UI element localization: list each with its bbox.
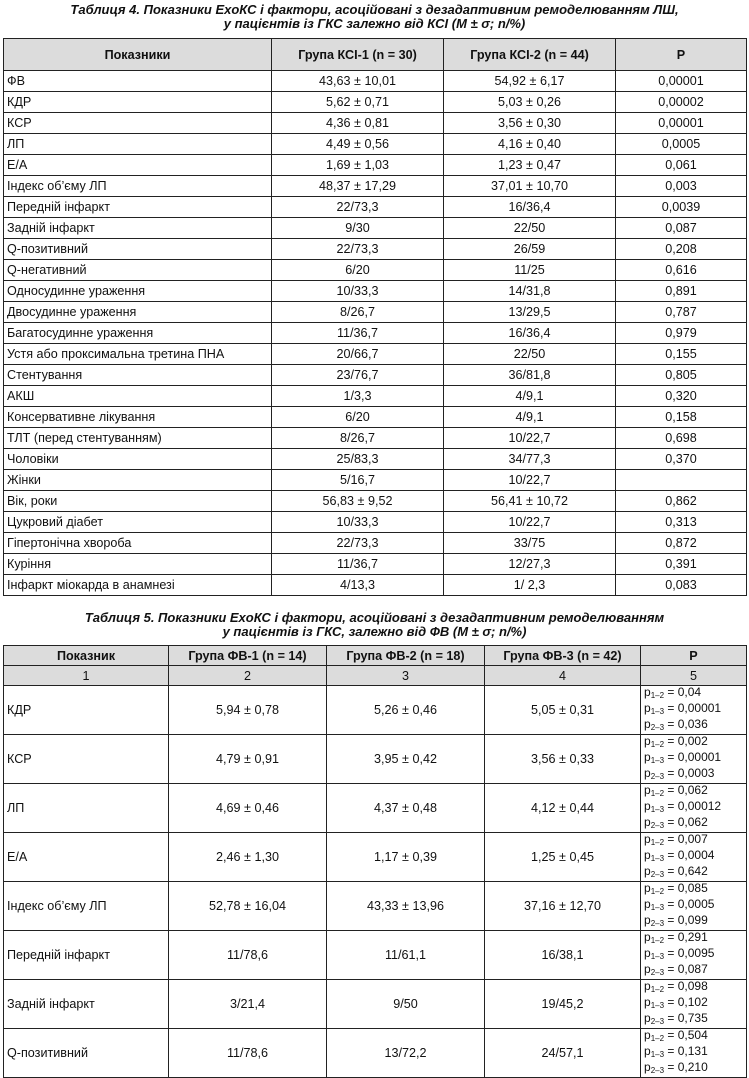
- table-row: [4, 931, 747, 980]
- p-value: = 0,099: [667, 913, 708, 927]
- row-label: Інфаркт міокарда в анамнезі: [4, 575, 272, 596]
- table4-caption-line2: у пацієнтів із ГКС залежно від КСІ (М ± σ; n/%): [223, 16, 526, 31]
- table-cell: 0,0039: [616, 197, 747, 218]
- table4-header-cell: Група КСІ-1 (n = 30): [272, 39, 444, 71]
- p-value: = 0,0095: [667, 946, 715, 960]
- table-cell: 8/26,7: [272, 302, 444, 323]
- table-cell: 26/59: [444, 239, 616, 260]
- table-cell: 0,979: [616, 323, 747, 344]
- row-label: Задній інфаркт: [4, 980, 169, 1029]
- table-cell: 3/21,4: [169, 980, 327, 1029]
- table-cell: 43,63 ± 10,01: [272, 71, 444, 92]
- table-cell: 4,12 ± 0,44: [485, 784, 641, 833]
- table-row: [4, 449, 747, 470]
- p-value: = 0,0005: [667, 897, 715, 911]
- p-subscript: 2–3: [650, 1017, 665, 1026]
- table-row: [4, 281, 747, 302]
- table-cell: 43,33 ± 13,96: [327, 882, 485, 931]
- table-cell: 56,83 ± 9,52: [272, 491, 444, 512]
- p-prefix: p: [644, 832, 651, 846]
- p-prefix: p: [644, 734, 651, 748]
- table5-header-cell: Група ФВ-2 (n = 18): [327, 646, 485, 666]
- table-cell: 0,083: [616, 575, 747, 596]
- table-cell: 33/75: [444, 533, 616, 554]
- p-value: = 0,642: [667, 864, 708, 878]
- p-value-line: [644, 848, 715, 865]
- p-prefix: p: [644, 897, 651, 911]
- table-cell: 11/78,6: [169, 1029, 327, 1078]
- table-cell: 0,0005: [616, 134, 747, 155]
- row-label: Передній інфаркт: [4, 931, 169, 980]
- p-prefix: p: [644, 815, 651, 829]
- table-cell: 6/20: [272, 407, 444, 428]
- table5: [3, 645, 747, 1078]
- p-value: = 0,0004: [667, 848, 715, 862]
- table4-caption: [0, 3, 749, 31]
- table-cell: 12/27,3: [444, 554, 616, 575]
- p-value-line: [644, 734, 708, 751]
- p-values-cell: [641, 931, 747, 980]
- table-cell: 10/22,7: [444, 512, 616, 533]
- table-row: [4, 197, 747, 218]
- table-cell: 1,25 ± 0,45: [485, 833, 641, 882]
- p-value-line: [644, 799, 722, 816]
- p-values-cell: [641, 1029, 747, 1078]
- p-value-line: [644, 1011, 708, 1028]
- row-label: Жінки: [4, 470, 272, 491]
- table-row: [4, 239, 747, 260]
- row-label: Стентування: [4, 365, 272, 386]
- table-row: [4, 260, 747, 281]
- table-cell: 11/25: [444, 260, 616, 281]
- p-value: = 0,062: [667, 783, 708, 797]
- p-subscript: 1–2: [650, 887, 665, 896]
- table-row: [4, 386, 747, 407]
- p-value: = 0,002: [667, 734, 708, 748]
- table-cell: 0,208: [616, 239, 747, 260]
- p-subscript: 1–3: [650, 1001, 665, 1010]
- table-row: [4, 784, 747, 833]
- p-value: = 0,102: [667, 995, 708, 1009]
- table-row: [4, 980, 747, 1029]
- table-cell: 4/9,1: [444, 407, 616, 428]
- p-subscript: 1–3: [650, 805, 665, 814]
- table5-header-cell: Група ФВ-1 (n = 14): [169, 646, 327, 666]
- p-value: = 0,131: [667, 1044, 708, 1058]
- table-cell: 0,805: [616, 365, 747, 386]
- table4-caption-line1: Таблиця 4. Показники ExoКС і фактори, асоційовані з дезадаптивним ремоделюванням ЛШ,: [70, 2, 679, 17]
- table-cell: 0,061: [616, 155, 747, 176]
- table-cell: 0,391: [616, 554, 747, 575]
- table-row: [4, 71, 747, 92]
- p-subscript: 1–3: [650, 903, 665, 912]
- table-cell: 0,087: [616, 218, 747, 239]
- p-value-line: [644, 815, 708, 832]
- table5-header-row: [4, 646, 747, 666]
- table-cell: 0,862: [616, 491, 747, 512]
- table-cell: 10/22,7: [444, 470, 616, 491]
- p-value-line: [644, 701, 722, 718]
- p-value-line: [644, 995, 708, 1012]
- table-cell: 5,94 ± 0,78: [169, 686, 327, 735]
- table-cell: 4,36 ± 0,81: [272, 113, 444, 134]
- table-cell: 5,05 ± 0,31: [485, 686, 641, 735]
- p-value-line: [644, 1028, 708, 1045]
- table4-header-cell: Показники: [4, 39, 272, 71]
- p-value-line: [644, 832, 708, 849]
- table5-caption-line1: Таблиця 5. Показники ExoКС і фактори, асоційовані з дезадаптивним ремоделюванням: [84, 610, 665, 625]
- row-label: Q-позитивний: [4, 239, 272, 260]
- table-cell: [616, 470, 747, 491]
- p-subscript: 1–3: [650, 1050, 665, 1059]
- p-prefix: p: [644, 1011, 651, 1025]
- table-row: [4, 735, 747, 784]
- p-values-cell: [641, 735, 747, 784]
- p-subscript: 1–2: [650, 936, 665, 945]
- p-value-line: [644, 783, 708, 800]
- row-label: Цукровий діабет: [4, 512, 272, 533]
- table-cell: 4,79 ± 0,91: [169, 735, 327, 784]
- p-values-cell: [641, 833, 747, 882]
- p-value-line: [644, 685, 702, 702]
- table-row: [4, 365, 747, 386]
- table5-caption-line2: у пацієнтів із ГКС, залежно від ФВ (М ± σ; n/%): [222, 624, 527, 639]
- table-row: [4, 155, 747, 176]
- table-cell: 16/36,4: [444, 197, 616, 218]
- row-label: Двосудинне ураження: [4, 302, 272, 323]
- table-cell: 6/20: [272, 260, 444, 281]
- table-cell: 0,698: [616, 428, 747, 449]
- table-cell: 1,17 ± 0,39: [327, 833, 485, 882]
- table-cell: 9/30: [272, 218, 444, 239]
- p-subscript: 1–3: [650, 952, 665, 961]
- table-cell: 1/3,3: [272, 386, 444, 407]
- table-cell: 9/50: [327, 980, 485, 1029]
- table-cell: 10/22,7: [444, 428, 616, 449]
- table-cell: 14/31,8: [444, 281, 616, 302]
- table-cell: 0,872: [616, 533, 747, 554]
- p-subscript: 2–3: [650, 1066, 665, 1075]
- table-cell: 3,95 ± 0,42: [327, 735, 485, 784]
- p-values-cell: [641, 882, 747, 931]
- table-cell: 25/83,3: [272, 449, 444, 470]
- table-row: [4, 554, 747, 575]
- p-prefix: p: [644, 685, 651, 699]
- table-row: [4, 176, 747, 197]
- table-cell: 2,46 ± 1,30: [169, 833, 327, 882]
- table-cell: 1/ 2,3: [444, 575, 616, 596]
- table-cell: 4,37 ± 0,48: [327, 784, 485, 833]
- p-value-line: [644, 1060, 708, 1077]
- p-value: = 0,062: [667, 815, 708, 829]
- table-cell: 24/57,1: [485, 1029, 641, 1078]
- table5-body: [4, 686, 747, 1078]
- table-cell: 23/76,7: [272, 365, 444, 386]
- row-label: Індекс об’єму ЛП: [4, 882, 169, 931]
- p-values-cell: [641, 784, 747, 833]
- table-cell: 13/72,2: [327, 1029, 485, 1078]
- table-cell: 0,00001: [616, 113, 747, 134]
- p-value: = 0,085: [667, 881, 708, 895]
- table-cell: 5,26 ± 0,46: [327, 686, 485, 735]
- p-value-line: [644, 946, 715, 963]
- table-cell: 5,62 ± 0,71: [272, 92, 444, 113]
- p-prefix: p: [644, 864, 651, 878]
- table-cell: 0,313: [616, 512, 747, 533]
- table-row: [4, 833, 747, 882]
- table-cell: 22/73,3: [272, 239, 444, 260]
- p-subscript: 2–3: [650, 968, 665, 977]
- table-cell: 0,155: [616, 344, 747, 365]
- table-cell: 0,00001: [616, 71, 747, 92]
- column-number: 4: [485, 666, 641, 686]
- table-cell: 16/38,1: [485, 931, 641, 980]
- p-prefix: p: [644, 750, 651, 764]
- table-cell: 36/81,8: [444, 365, 616, 386]
- table-cell: 34/77,3: [444, 449, 616, 470]
- table-row: [4, 323, 747, 344]
- table-cell: 48,37 ± 17,29: [272, 176, 444, 197]
- p-prefix: p: [644, 913, 651, 927]
- p-prefix: p: [644, 930, 651, 944]
- table-cell: 0,00002: [616, 92, 747, 113]
- table5-column-number-row: [4, 666, 747, 686]
- p-subscript: 1–3: [650, 707, 665, 716]
- row-label: Чоловіки: [4, 449, 272, 470]
- p-value: = 0,0003: [667, 766, 715, 780]
- table-cell: 22/50: [444, 218, 616, 239]
- table-row: [4, 113, 747, 134]
- table-cell: 4,69 ± 0,46: [169, 784, 327, 833]
- table-cell: 22/73,3: [272, 533, 444, 554]
- row-label: Устя або проксимальна третина ПНА: [4, 344, 272, 365]
- p-subscript: 2–3: [650, 772, 665, 781]
- table-cell: 0,787: [616, 302, 747, 323]
- table-cell: 22/50: [444, 344, 616, 365]
- p-subscript: 2–3: [650, 919, 665, 928]
- table-row: [4, 344, 747, 365]
- table-cell: 10/33,3: [272, 281, 444, 302]
- table-cell: 16/36,4: [444, 323, 616, 344]
- table-row: [4, 882, 747, 931]
- table5-header-cell: Група ФВ-3 (n = 42): [485, 646, 641, 666]
- table5-header-cell: Показник: [4, 646, 169, 666]
- p-value-line: [644, 962, 708, 979]
- row-label: ФВ: [4, 71, 272, 92]
- p-prefix: p: [644, 701, 651, 715]
- table-row: [4, 686, 747, 735]
- p-value-line: [644, 717, 708, 734]
- p-value-line: [644, 881, 708, 898]
- table-cell: 1,23 ± 0,47: [444, 155, 616, 176]
- table-cell: 13/29,5: [444, 302, 616, 323]
- row-label: Передній інфаркт: [4, 197, 272, 218]
- table-cell: 52,78 ± 16,04: [169, 882, 327, 931]
- table-cell: 4,49 ± 0,56: [272, 134, 444, 155]
- p-value-line: [644, 864, 708, 881]
- p-value-line: [644, 1044, 708, 1061]
- p-prefix: p: [644, 946, 651, 960]
- table-cell: 54,92 ± 6,17: [444, 71, 616, 92]
- table-cell: 5,03 ± 0,26: [444, 92, 616, 113]
- p-value-line: [644, 913, 708, 930]
- table-cell: 11/36,7: [272, 323, 444, 344]
- p-subscript: 1–2: [650, 985, 665, 994]
- table-cell: 4/13,3: [272, 575, 444, 596]
- table5-caption: [0, 611, 749, 639]
- p-prefix: p: [644, 799, 651, 813]
- row-label: Гіпертонічна хвороба: [4, 533, 272, 554]
- p-prefix: p: [644, 881, 651, 895]
- p-value-line: [644, 930, 708, 947]
- row-label: АКШ: [4, 386, 272, 407]
- p-value: = 0,087: [667, 962, 708, 976]
- table-cell: 4,16 ± 0,40: [444, 134, 616, 155]
- p-subscript: 1–2: [650, 838, 665, 847]
- p-prefix: p: [644, 783, 651, 797]
- row-label: КСР: [4, 113, 272, 134]
- row-label: Консервативне лікування: [4, 407, 272, 428]
- table-row: [4, 1029, 747, 1078]
- row-label: ЛП: [4, 134, 272, 155]
- table-cell: 0,370: [616, 449, 747, 470]
- table-cell: 56,41 ± 10,72: [444, 491, 616, 512]
- p-value-line: [644, 897, 715, 914]
- table-cell: 0,158: [616, 407, 747, 428]
- table-row: [4, 512, 747, 533]
- table-cell: 0,003: [616, 176, 747, 197]
- p-value: = 0,04: [667, 685, 702, 699]
- p-subscript: 1–3: [650, 756, 665, 765]
- p-prefix: p: [644, 1044, 651, 1058]
- table-row: [4, 428, 747, 449]
- p-value: = 0,098: [667, 979, 708, 993]
- table-row: [4, 575, 747, 596]
- table-cell: 0,616: [616, 260, 747, 281]
- p-value: = 0,504: [667, 1028, 708, 1042]
- table-cell: 22/73,3: [272, 197, 444, 218]
- row-label: Q-негативний: [4, 260, 272, 281]
- table-cell: 1,69 ± 1,03: [272, 155, 444, 176]
- table4-header-row: [4, 39, 747, 71]
- table-cell: 0,891: [616, 281, 747, 302]
- table-row: [4, 470, 747, 491]
- p-subscript: 1–3: [650, 854, 665, 863]
- p-prefix: p: [644, 766, 651, 780]
- p-prefix: p: [644, 717, 651, 731]
- table-cell: 37,16 ± 12,70: [485, 882, 641, 931]
- p-prefix: p: [644, 979, 651, 993]
- row-label: Багатосудинне ураження: [4, 323, 272, 344]
- table-row: [4, 407, 747, 428]
- p-prefix: p: [644, 1060, 651, 1074]
- row-label: Q-позитивний: [4, 1029, 169, 1078]
- row-label: ТЛТ (перед стентуванням): [4, 428, 272, 449]
- p-value-line: [644, 750, 722, 767]
- p-subscript: 2–3: [650, 870, 665, 879]
- p-prefix: p: [644, 962, 651, 976]
- p-values-cell: [641, 980, 747, 1029]
- row-label: Е/А: [4, 155, 272, 176]
- p-value: = 0,291: [667, 930, 708, 944]
- table-cell: 11/36,7: [272, 554, 444, 575]
- table-cell: 11/78,6: [169, 931, 327, 980]
- p-value: = 0,007: [667, 832, 708, 846]
- p-values-cell: [641, 686, 747, 735]
- p-value: = 0,00012: [667, 799, 722, 813]
- table4-header-cell: Група КСІ-2 (n = 44): [444, 39, 616, 71]
- p-value: = 0,036: [667, 717, 708, 731]
- table-cell: 3,56 ± 0,30: [444, 113, 616, 134]
- row-label: КСР: [4, 735, 169, 784]
- p-value: = 0,735: [667, 1011, 708, 1025]
- p-prefix: p: [644, 1028, 651, 1042]
- p-value-line: [644, 979, 708, 996]
- table-cell: 19/45,2: [485, 980, 641, 1029]
- table4: [3, 38, 747, 596]
- table-cell: 0,320: [616, 386, 747, 407]
- column-number: 2: [169, 666, 327, 686]
- p-subscript: 2–3: [650, 821, 665, 830]
- table-cell: 3,56 ± 0,33: [485, 735, 641, 784]
- table-cell: 10/33,3: [272, 512, 444, 533]
- table-row: [4, 491, 747, 512]
- column-number: 3: [327, 666, 485, 686]
- table-row: [4, 533, 747, 554]
- column-number: 5: [641, 666, 747, 686]
- p-subscript: 1–2: [650, 1034, 665, 1043]
- table-cell: 37,01 ± 10,70: [444, 176, 616, 197]
- row-label: Задній інфаркт: [4, 218, 272, 239]
- table-cell: 8/26,7: [272, 428, 444, 449]
- row-label: Індекс об’єму ЛП: [4, 176, 272, 197]
- table-row: [4, 134, 747, 155]
- p-value: = 0,00001: [667, 750, 722, 764]
- p-prefix: p: [644, 995, 651, 1009]
- row-label: ЛП: [4, 784, 169, 833]
- p-subscript: 1–2: [650, 789, 665, 798]
- table-row: [4, 218, 747, 239]
- table4-body: [4, 71, 747, 596]
- p-subscript: 1–2: [650, 691, 665, 700]
- table-cell: 5/16,7: [272, 470, 444, 491]
- table4-header-cell: Р: [616, 39, 747, 71]
- row-label: КДР: [4, 686, 169, 735]
- table-cell: 11/61,1: [327, 931, 485, 980]
- row-label: Е/А: [4, 833, 169, 882]
- table-row: [4, 92, 747, 113]
- p-subscript: 2–3: [650, 723, 665, 732]
- p-subscript: 1–2: [650, 740, 665, 749]
- table-cell: 4/9,1: [444, 386, 616, 407]
- table-cell: 20/66,7: [272, 344, 444, 365]
- column-number: 1: [4, 666, 169, 686]
- row-label: Односудинне ураження: [4, 281, 272, 302]
- p-value: = 0,210: [667, 1060, 708, 1074]
- row-label: КДР: [4, 92, 272, 113]
- table-row: [4, 302, 747, 323]
- p-value: = 0,00001: [667, 701, 722, 715]
- p-prefix: p: [644, 848, 651, 862]
- p-value-line: [644, 766, 715, 783]
- row-label: Куріння: [4, 554, 272, 575]
- table5-header-cell: Р: [641, 646, 747, 666]
- row-label: Вік, роки: [4, 491, 272, 512]
